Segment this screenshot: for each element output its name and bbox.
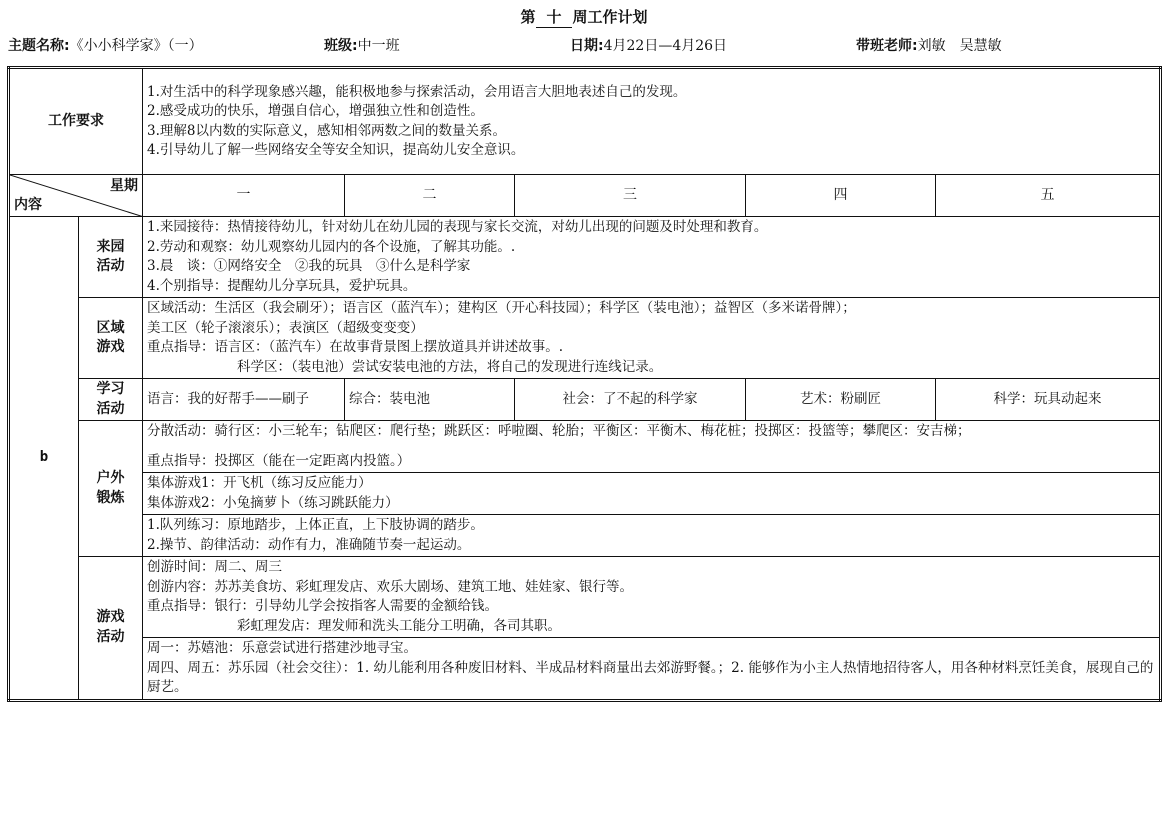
learning-wed: 社会：了不起的科学家	[515, 379, 746, 421]
learning-row	[9, 379, 1161, 421]
game-label-1: 游戏	[96, 609, 125, 626]
area-games-row	[9, 298, 1161, 379]
week-number: 十	[536, 6, 571, 28]
arrival-item: 2.劳动和观察：幼儿观察幼儿园内的各个设施，了解其功能。.	[147, 238, 516, 255]
outdoor-group-2: 集体游戏2：小兔摘萝卜（练习跳跃能力）	[147, 494, 399, 511]
outdoor-drill-1: 1.队列练习：原地踏步，上体正直，上下肢协调的踏步。	[147, 517, 484, 533]
learning-label-2: 活动	[96, 400, 125, 417]
requirement-item: 4.引导幼儿了解一些网络安全等安全知识，提高幼儿安全意识。	[147, 142, 525, 158]
outdoor-group-1: 集体游戏1：开飞机（练习反应能力）	[147, 475, 372, 491]
area-games-label-2: 游戏	[96, 339, 125, 355]
game-label	[79, 557, 143, 701]
area-games-label-1: 区域	[96, 319, 125, 336]
plan-table	[7, 66, 1162, 702]
outdoor-drill-cell	[143, 515, 1161, 557]
outdoor-group-cell	[143, 473, 1161, 515]
arrival-content	[143, 217, 1161, 298]
day-header-fri: 五	[936, 175, 1161, 217]
outdoor-row-3	[9, 515, 1161, 557]
learning-tue: 综合：装电池	[345, 379, 515, 421]
teacher-label: 带班老师:	[856, 38, 918, 54]
title-prefix: 第	[520, 8, 536, 26]
outdoor-row-1	[9, 421, 1161, 473]
learning-thu: 艺术：粉刷匠	[746, 379, 936, 421]
requirements-label: 工作要求	[9, 68, 143, 175]
area-games-line: 美工区（轮子滚滚乐）；表演区（超级变变变）	[147, 319, 424, 336]
requirement-item: 1.对生活中的科学现象感兴趣，能积极地参与探索活动，会用语言大胆地表述自己的发现。	[147, 83, 687, 100]
requirement-item: 2.感受成功的快乐，增强自信心，增强独立性和创造性。	[147, 103, 484, 119]
arrival-label-2: 活动	[96, 258, 125, 274]
date-value: 4月22日—4月26日	[603, 38, 728, 54]
class-field	[324, 35, 400, 55]
learning-fri: 科学：玩具动起来	[936, 379, 1161, 421]
teacher-field	[856, 35, 1002, 55]
title-suffix: 周工作计划	[572, 8, 648, 26]
game-content: 创游内容：苏苏美食坊、彩虹理发店、欢乐大剧场、建筑工地、娃娃家、银行等。	[147, 578, 633, 595]
area-games-line: 科学区：（装电池）尝试安装电池的方法，将自己的发现进行连线记录。	[237, 358, 663, 375]
theme-value: 《小小科学家》（一）	[69, 38, 203, 54]
week-corner-cell	[9, 175, 143, 217]
learning-mon: 语言：我的好帮手——刷子	[143, 379, 345, 421]
area-games-content	[143, 298, 1161, 379]
game-label-2: 活动	[96, 628, 125, 645]
arrival-row	[9, 217, 1161, 298]
arrival-item: 3.晨 谈：①网络安全 ②我的玩具 ③什么是科学家	[147, 258, 471, 274]
page-title	[0, 6, 1168, 28]
game-focus-2: 彩虹理发店：理发师和洗头工能分工明确，各司其职。	[237, 617, 561, 634]
area-games-line: 重点指导：语言区：（蓝汽车）在故事背景图上摆放道具并讲述故事。.	[147, 339, 564, 355]
outdoor-row-2	[9, 473, 1161, 515]
plan-header	[8, 35, 1160, 57]
game-row-1	[9, 557, 1161, 638]
outdoor-label	[79, 421, 143, 557]
date-field	[570, 35, 727, 55]
outdoor-dispersed-cell	[143, 421, 1161, 473]
game-weekday-cell	[143, 638, 1161, 701]
day-header-mon: 一	[143, 175, 345, 217]
outdoor-label-2: 锻炼	[96, 489, 125, 506]
game-thu-fri: 周四、周五：苏乐园（社会交往）：1. 幼儿能利用各种废旧材料、半成品材料商量出去郊游野餐。；2. 能够作为小主人热情地招待客人，用各种材料烹饪美食，展现自己的厨艺。	[147, 659, 1154, 695]
day-header-tue: 二	[345, 175, 515, 217]
corner-content-label: 内容	[14, 196, 42, 213]
outdoor-drill-2: 2.操节、韵律活动：动作有力，准确随节奏一起运动。	[147, 536, 471, 553]
game-creative-cell	[143, 557, 1161, 638]
arrival-item: 4.个别指导：提醒幼儿分享玩具，爱护玩具。	[147, 277, 417, 294]
area-games-label	[79, 298, 143, 379]
arrival-label	[79, 217, 143, 298]
outdoor-dispersed: 分散活动：骑行区：小三轮车；钻爬区：爬行垫；跳跃区：呼啦圈、轮胎；平衡区：平衡木、梅花桩；投掷区：投篮等；攀爬区：安吉梯；	[147, 423, 971, 439]
class-label: 班级:	[324, 38, 358, 54]
area-games-line: 区域活动：生活区（我会刷牙）；语言区（蓝汽车）；建构区（开心科技园）；科学区（装电池）；益智区（多米诺骨牌）；	[147, 300, 856, 316]
theme-label: 主题名称:	[8, 38, 70, 54]
day-header-wed: 三	[515, 175, 746, 217]
corner-weekday-label: 星期	[110, 178, 138, 194]
class-value: 中一班	[357, 38, 400, 54]
outdoor-focus: 重点指导：投掷区（能在一定距离内投篮。）	[147, 452, 411, 469]
arrival-label-1: 来园	[96, 238, 125, 255]
requirements-row	[9, 68, 1161, 175]
day-header-thu: 四	[746, 175, 936, 217]
game-mon: 周一：苏嬉池：乐意尝试进行搭建沙地寻宝。	[147, 640, 417, 656]
date-label: 日期:	[570, 38, 604, 54]
game-focus-1: 重点指导：银行：引导幼儿学会按指客人需要的金额给钱。	[147, 598, 498, 614]
learning-label	[79, 379, 143, 421]
requirements-content	[143, 68, 1161, 175]
left-section-label: b	[9, 217, 79, 701]
theme-field	[8, 35, 203, 55]
requirement-item: 3.理解8以内数的实际意义，感知相邻两数之间的数量关系。	[147, 122, 506, 139]
arrival-item: 1.来园接待：热情接待幼儿，针对幼儿在幼儿园的表现与家长交流，对幼儿出现的问题及时处理和教育。	[147, 219, 768, 235]
outdoor-label-1: 户外	[96, 470, 125, 486]
teacher-value: 刘敏 吴慧敏	[917, 38, 1002, 54]
game-row-2	[9, 638, 1161, 701]
week-header-row	[9, 175, 1161, 217]
game-time: 创游时间：周二、周三	[147, 559, 282, 575]
learning-label-1: 学习	[96, 381, 125, 397]
